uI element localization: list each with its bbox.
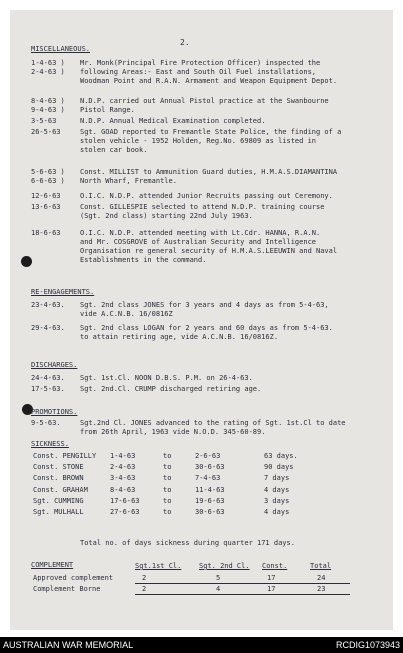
entry-text-line: Sgt. GOAD reported to Fremantle State Police, the finding of a	[80, 128, 342, 136]
sickness-from: 27-6-63	[110, 508, 140, 516]
entry-text-line: (Sgt. 2nd class) starting 22nd July 1963.	[80, 212, 253, 220]
sickness-from: 8-4-63	[110, 485, 136, 494]
entry-date-line: 29-4-63.	[31, 324, 65, 332]
sickness-row	[10, 474, 390, 483]
archive-footer	[0, 637, 403, 653]
entry-text	[80, 385, 261, 394]
entry-date	[31, 117, 56, 126]
document-page	[10, 10, 393, 630]
entry-text	[80, 168, 337, 186]
sickness-days: 7 days	[264, 474, 290, 483]
sickness-name: Sgt. MULHALL	[33, 508, 84, 516]
footer-record-id: RCDIG1073943	[335, 640, 400, 650]
sickness-to-word: to	[163, 463, 172, 472]
entry-date-line: 1-4-63 )	[31, 59, 65, 67]
sickness-to-word: to	[163, 452, 172, 460]
sickness-name: Const. PENGILLY	[33, 452, 97, 460]
entry-date-line: 9-4-63 )	[31, 106, 65, 114]
sickness-row	[10, 497, 390, 506]
sickness-days: 90 days	[264, 463, 294, 472]
entry-date	[31, 301, 65, 310]
entry-date	[31, 128, 61, 137]
entry-text	[80, 301, 329, 319]
entry-text-line: Sgt. 2nd class JONES for 3 years and 4 days as from 5-4-63,	[80, 301, 329, 309]
entry-text	[80, 59, 337, 86]
sickness-to: 2-6-63	[195, 452, 221, 460]
entry-date	[31, 419, 61, 428]
entry-date	[31, 385, 65, 394]
section-heading-promotions: PROMOTIONS.	[31, 408, 78, 416]
entry-text-line: N.D.P. Annual Medical Examination completed.	[80, 117, 266, 125]
entry-text-line: O.I.C. N.D.P. attended Junior Recruits passing out Ceremony.	[80, 192, 333, 200]
entry-date-line: 18-6-63	[31, 229, 61, 237]
complement-row-label: Approved complement	[33, 574, 114, 582]
sickness-name: Const. GRAHAM	[33, 485, 88, 494]
sickness-from: 1-4-63	[110, 452, 136, 460]
complement-column-header: Sgt. 2nd Cl.	[199, 562, 250, 570]
entry-text	[80, 419, 346, 437]
entry-text-line: stolen vehicle - 1952 Holden, Reg.No. 69809 as listed in	[80, 137, 317, 145]
entry-text-line: Woodman Point and R.A.N. Armament and Weapon Equipment Depot.	[80, 77, 338, 85]
entry-text-line: Sgt. 1st.Cl. NOON D.B.S. P.M. on 26-4-63.	[80, 374, 253, 382]
sickness-row	[10, 508, 390, 517]
complement-row-label: Complement Borne	[33, 585, 101, 593]
section-heading-re-engagements: RE-ENGAGEMENTS.	[31, 288, 95, 296]
entry-text	[80, 192, 333, 201]
sickness-row	[10, 463, 390, 472]
complement-row-rule	[135, 594, 350, 595]
entry-date	[31, 168, 65, 186]
entry-date-line: 5-6-63 )	[31, 168, 65, 176]
sickness-to: 7-4-63	[195, 474, 221, 483]
entry-date-line: 12-6-63	[31, 192, 61, 200]
entry-date	[31, 59, 65, 77]
sickness-to: 19-6-63	[195, 496, 225, 505]
complement-value: 17	[267, 585, 276, 593]
entry-date-line: 2-4-63 )	[31, 68, 65, 76]
entry-text-line: following Areas:- East and South Oil Fuel installations,	[80, 68, 317, 76]
entry-date-line: 24-4-63.	[31, 374, 65, 382]
complement-row-rule	[135, 583, 350, 584]
sickness-to: 30-6-63	[195, 463, 225, 472]
entry-date	[31, 229, 61, 238]
sickness-name: Sgt. CUMMING	[33, 496, 84, 505]
entry-date	[31, 324, 65, 333]
complement-column-header: Sgt.1st Cl.	[135, 562, 182, 570]
section-heading-sickness: SICKNESS.	[31, 440, 69, 448]
entry-date	[31, 203, 61, 212]
sickness-row	[10, 486, 390, 495]
sickness-from: 17-6-63	[110, 496, 140, 505]
entry-text-line: Sgt. 2nd class LOGAN for 2 years and 60 days as from 5-4-63.	[80, 324, 333, 332]
sickness-to: 11-4-63	[195, 485, 225, 494]
entry-text-line: stolen car book.	[80, 146, 148, 154]
entry-text	[80, 117, 265, 126]
section-heading-complement: COMPLEMENT	[31, 561, 74, 569]
entry-text-line: Organisation re general security of H.M.A.S.LEEUWIN and Naval	[80, 247, 338, 255]
entry-text	[80, 324, 333, 342]
sickness-to-word: to	[163, 474, 172, 483]
entry-date-line: 3-5-63	[31, 117, 57, 125]
entry-date-line: 26-5-63	[31, 128, 61, 136]
entry-text	[80, 229, 337, 265]
complement-value: 2	[142, 585, 147, 593]
sickness-days: 4 days	[264, 508, 290, 516]
entry-date	[31, 374, 65, 383]
section-heading-discharges: DISCHARGES.	[31, 361, 78, 369]
entry-text-line: Sgt. 2nd.Cl. CRUMP discharged retiring age.	[80, 385, 262, 393]
sickness-from: 2-4-63	[110, 463, 136, 472]
entry-date-line: 6-6-63 )	[31, 177, 65, 185]
entry-text-line: Pistol Range.	[80, 106, 135, 114]
entry-date	[31, 192, 61, 201]
entry-text-line: O.I.C. N.D.P. attended meeting with Lt.Cdr. HANNA, R.A.N.	[80, 229, 321, 237]
entry-date-line: 13-6-63	[31, 203, 61, 211]
entry-text-line: Sgt.2nd Cl. JONES advanced to the rating of Sgt. 1st.Cl to date	[80, 419, 346, 427]
sickness-days: 63 days.	[264, 452, 298, 460]
sickness-to-word: to	[163, 485, 172, 494]
footer-institution: AUSTRALIAN WAR MEMORIAL	[3, 640, 134, 650]
sickness-to-word: to	[163, 496, 172, 505]
entry-text-line: from 26th April, 1963 vide N.O.D. 345-60-89.	[80, 428, 266, 436]
entry-text-line: Const. MILLIST to Ammunition Guard duties, H.M.A.S.DIAMANTINA	[80, 168, 338, 176]
entry-date-line: 17-5-63.	[31, 385, 65, 393]
sickness-days: 3 days	[264, 496, 290, 505]
complement-value: 24	[317, 574, 326, 582]
entry-text-line: Establishments in the command.	[80, 256, 207, 264]
entry-text	[80, 97, 329, 115]
complement-value: 4	[216, 585, 221, 593]
entry-text-line: Mr. Monk(Principal Fire Protection Officer) inspected the	[80, 59, 321, 67]
sickness-days: 4 days	[264, 485, 290, 494]
complement-value: 23	[317, 585, 326, 593]
entry-text-line: North Wharf, Fremantle.	[80, 177, 177, 185]
sickness-row	[10, 452, 390, 461]
section-heading-miscellaneous: MISCELLANEOUS.	[31, 45, 91, 53]
sickness-name: Const. STONE	[33, 463, 84, 472]
sickness-name: Const. BROWN	[33, 474, 84, 483]
entry-date	[31, 97, 65, 115]
sickness-total: Total no. of days sickness during quarter 171 days.	[80, 539, 295, 547]
sickness-from: 3-4-63	[110, 474, 136, 483]
entry-text-line: Const. GILLESPIE selected to attend N.D.P. training course	[80, 203, 325, 211]
punch-hole	[21, 256, 32, 267]
sickness-to: 30-6-63	[195, 508, 225, 516]
entry-date-line: 23-4-63.	[31, 301, 65, 309]
complement-value: 5	[216, 574, 221, 582]
entry-text	[80, 374, 253, 383]
complement-column-header: Const.	[262, 562, 288, 570]
complement-column-header: Total	[310, 562, 332, 570]
entry-text-line: N.D.P. carried out Annual Pistol practice at the Swanbourne	[80, 97, 329, 105]
sickness-to-word: to	[163, 508, 172, 516]
complement-value: 2	[142, 574, 147, 582]
entry-text-line: and Mr. COSGROVE of Australian Security and Intelligence	[80, 238, 317, 246]
entry-date-line: 8-4-63 )	[31, 97, 65, 105]
page-number: 2.	[180, 38, 190, 47]
complement-value: 17	[267, 574, 276, 582]
entry-text	[80, 128, 341, 155]
entry-text-line: vide A.C.N.B. 16/0816Z	[80, 310, 173, 318]
entry-date-line: 9-5-63.	[31, 419, 61, 427]
entry-text-line: to attain retiring age, vide A.C.N.B. 16/0816Z.	[80, 333, 279, 341]
entry-text	[80, 203, 324, 221]
